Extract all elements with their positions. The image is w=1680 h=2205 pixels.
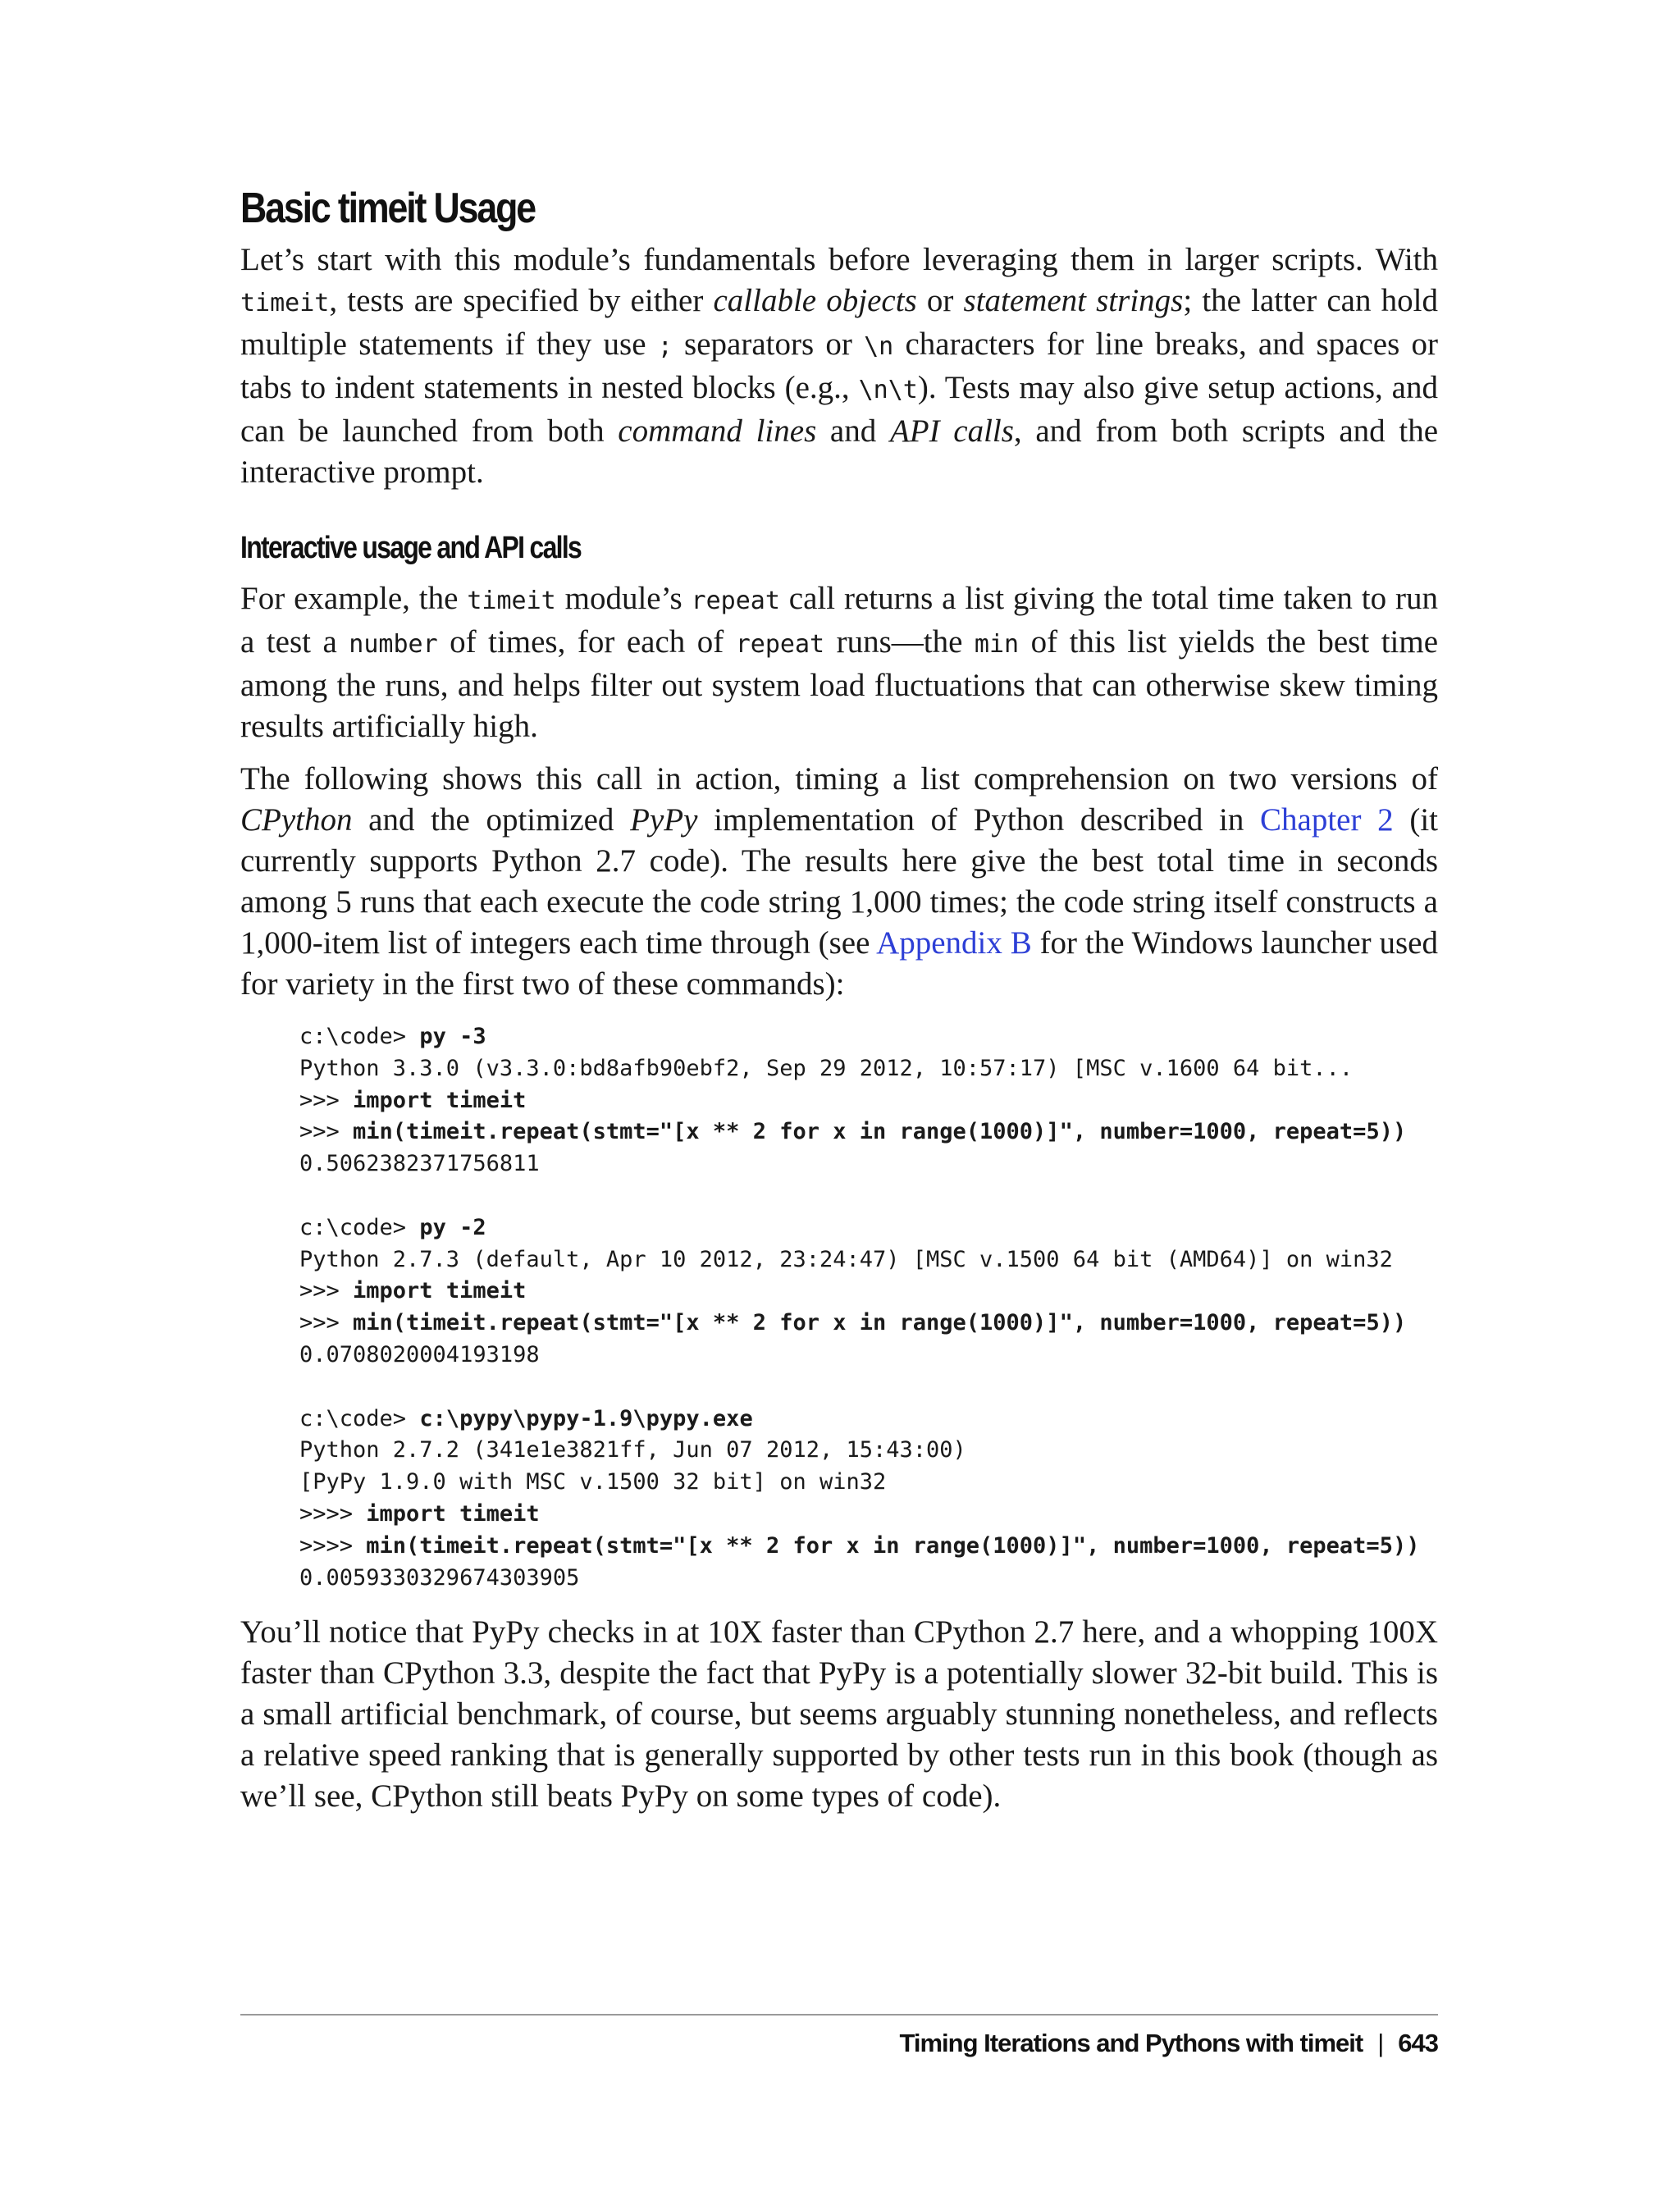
inline-code: timeit xyxy=(240,289,330,317)
repeat-call-paragraph xyxy=(240,578,1438,747)
repl-input: import timeit xyxy=(366,1500,540,1527)
example-intro-paragraph xyxy=(240,759,1438,1005)
inline-code: number xyxy=(349,630,438,659)
code-line xyxy=(299,1406,753,1431)
text-run: runs—the xyxy=(824,624,975,660)
code-line xyxy=(299,1088,526,1113)
repl-input: min(timeit.repeat(stmt="[x ** 2 for x in range(1000)]", number=1000, repeat=5)) xyxy=(366,1532,1420,1559)
repl-input: import timeit xyxy=(353,1087,527,1113)
code-line xyxy=(299,1215,486,1240)
emphasis: statement strings xyxy=(963,283,1184,318)
repl-prompt: >>> xyxy=(299,1119,354,1145)
code-line xyxy=(299,1024,486,1049)
text-run: of times, for each of xyxy=(437,624,736,660)
shell-prompt: c:\code> xyxy=(299,1024,420,1049)
text-run: The following shows this call in action, timing a list comprehension on two versions of xyxy=(240,761,1438,797)
shell-command: c:\pypy\pypy-1.9\pypy.exe xyxy=(419,1405,753,1431)
code-listing xyxy=(299,1021,1438,1594)
inline-code: \n\t xyxy=(858,376,918,404)
footer-separator: | xyxy=(1377,2029,1384,2057)
inline-code: repeat xyxy=(735,630,825,659)
repl-prompt: >>> xyxy=(299,1087,354,1113)
inline-code: \n xyxy=(864,332,894,361)
code-line: [PyPy 1.9.0 with MSC v.1500 32 bit] on win32 xyxy=(299,1469,887,1495)
code-line xyxy=(299,1119,1406,1144)
text-run: separators or xyxy=(672,326,865,362)
code-line: Python 2.7.3 (default, Apr 10 2012, 23:24:47) [MSC v.1500 64 bit (AMD64)] on win32 xyxy=(299,1246,1393,1272)
text-run: or xyxy=(916,283,964,318)
code-line: Python 3.3.0 (v3.3.0:bd8afb90ebf2, Sep 29 2012, 10:57:17) [MSC v.1600 64 bit... xyxy=(299,1055,1354,1081)
running-title: Timing Iterations and Pythons with timeit xyxy=(899,2029,1363,2057)
repl-prompt: >>> xyxy=(299,1310,354,1336)
text-run: characters for line breaks, and spaces or tabs to indent statements in nested blocks (e.g., xyxy=(240,326,1438,405)
code-line xyxy=(299,1501,540,1527)
text-run: , and from both scripts and the interactive prompt. xyxy=(240,413,1439,490)
shell-prompt: c:\code> xyxy=(299,1405,420,1431)
emphasis: PyPy xyxy=(630,802,698,838)
page-number: 643 xyxy=(1398,2029,1438,2057)
text-run: of this list yields the best time among the runs, and helps filter out system load fluctuations that can otherwise skew timing results artificially high. xyxy=(240,624,1439,744)
repl-input: min(timeit.repeat(stmt="[x ** 2 for x in range(1000)]", number=1000, repeat=5)) xyxy=(353,1310,1407,1336)
text-run: and xyxy=(816,413,890,449)
text-run: Let’s start with this module’s fundamentals before leveraging them in larger scripts. With xyxy=(240,242,1438,277)
chapter-2-link[interactable]: Chapter 2 xyxy=(1260,802,1394,838)
text-run: ). Tests may also give setup actions, and can be launched from both xyxy=(240,370,1438,449)
text-run: For example, the xyxy=(240,581,468,616)
code-line xyxy=(299,1533,1419,1559)
shell-command: py -3 xyxy=(419,1024,486,1049)
inline-code: timeit xyxy=(467,587,556,615)
text-run: for the Windows launcher used for variety in the first two of these commands): xyxy=(240,925,1438,1002)
footer-text xyxy=(900,2027,1439,2060)
text-run: and the optimized xyxy=(352,802,631,838)
section-heading: Basic timeit Usage xyxy=(240,185,535,232)
repl-prompt: >>> xyxy=(299,1278,354,1304)
page-footer xyxy=(240,2014,1438,2057)
appendix-b-link[interactable]: Appendix B xyxy=(876,925,1032,961)
inline-code: repeat xyxy=(691,587,780,615)
code-line: Python 2.7.2 (341e1e3821ff, Jun 07 2012, 15:43:00) xyxy=(299,1437,966,1463)
code-line xyxy=(299,1310,1406,1335)
text-run: ; the latter can hold multiple statements if they use xyxy=(240,283,1438,362)
code-line: 0.0708020004193198 xyxy=(299,1341,540,1367)
emphasis: API calls xyxy=(889,413,1014,449)
inline-code: min xyxy=(974,630,1020,659)
page-content xyxy=(240,164,1438,1828)
shell-prompt: c:\code> xyxy=(299,1214,420,1240)
text-run: call returns a list giving the total time taken to run a test a xyxy=(240,581,1438,660)
text-run: (it currently supports Python 2.7 code). The results here give the best total time in seconds among 5 runs that each execute the code string 1,000 times; the code string itself constructs a 1,000-item list of integers each time through (see xyxy=(240,802,1438,961)
emphasis: CPython xyxy=(240,802,353,838)
inline-code: ; xyxy=(657,332,673,361)
intro-paragraph xyxy=(240,240,1438,493)
text-run: implementation of Python described in xyxy=(697,802,1261,838)
code-line xyxy=(299,1278,526,1303)
code-line: 0.0059330329674303905 xyxy=(299,1564,580,1591)
emphasis: callable objects xyxy=(713,283,917,318)
repl-input: min(timeit.repeat(stmt="[x ** 2 for x in range(1000)]", number=1000, repeat=5)) xyxy=(353,1119,1407,1145)
emphasis: command lines xyxy=(618,413,817,449)
text-run: module’s xyxy=(555,581,692,616)
repl-prompt: >>>> xyxy=(299,1532,367,1559)
shell-command: py -2 xyxy=(419,1214,486,1240)
code-line: 0.5062382371756811 xyxy=(299,1151,540,1177)
text-run: , tests are specified by either xyxy=(329,283,714,318)
conclusion-paragraph: You’ll notice that PyPy checks in at 10X faster than CPython 2.7 here, and a whopping 100X faster than CPython 3.3, despite the fact that PyPy is a potentially slower 32-bit build. This is a small artificial benchmark, of course, but seems arguably stunning nonetheless, and reflects a relative speed ranking that is generally supported by other tests run in this book (though as we’ll see, CPython still beats PyPy on some types of code). xyxy=(240,1614,1438,1815)
subsection-heading: Interactive usage and API calls xyxy=(240,531,582,565)
repl-input: import timeit xyxy=(353,1278,527,1304)
repl-prompt: >>>> xyxy=(299,1500,367,1527)
